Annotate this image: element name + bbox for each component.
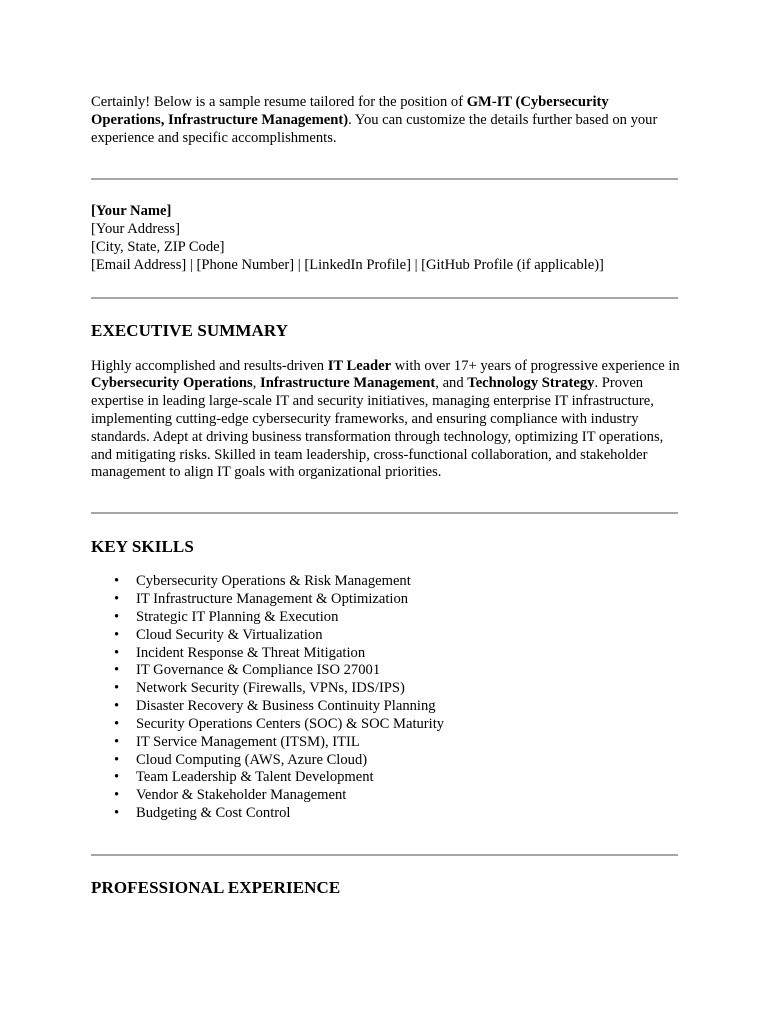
skill-label: Cloud Computing (AWS, Azure Cloud) [136, 751, 368, 768]
summary-bold: Cybersecurity Operations [91, 375, 253, 392]
list-item [91, 734, 681, 752]
bullet-icon: • [114, 715, 120, 732]
key-skills-list [91, 573, 681, 823]
contact-address: [Your Address] [91, 221, 180, 238]
summary-text: , and [435, 375, 468, 392]
list-item [91, 609, 681, 627]
divider [91, 854, 678, 856]
intro-paragraph [91, 94, 681, 147]
list-item [91, 662, 681, 680]
contact-block [91, 203, 681, 274]
list-item [91, 573, 681, 591]
skill-label: Vendor & Stakeholder Management [136, 787, 347, 804]
skill-label: Budgeting & Cost Control [136, 805, 291, 822]
bullet-icon: • [114, 698, 120, 715]
summary-text: Highly accomplished and results-driven [91, 357, 328, 374]
bullet-icon: • [114, 608, 120, 625]
bullet-icon: • [114, 626, 120, 643]
bullet-icon: • [114, 787, 120, 804]
skill-label: Team Leadership & Talent Development [136, 769, 374, 786]
bullet-icon: • [114, 573, 120, 590]
key-skills-heading: KEY SKILLS [91, 537, 194, 557]
list-item [91, 805, 681, 823]
contact-links: [Email Address] | [Phone Number] | [LinkedIn Profile] | [GitHub Profile (if applicable)] [91, 256, 604, 273]
summary-bold: Technology Strategy [467, 375, 595, 392]
list-item [91, 752, 681, 770]
bullet-icon: • [114, 662, 120, 679]
skill-label: Strategic IT Planning & Execution [136, 608, 339, 625]
list-item [91, 716, 681, 734]
bullet-icon: • [114, 805, 120, 822]
skill-label: IT Governance & Compliance ISO 27001 [136, 662, 381, 679]
list-item [91, 645, 681, 663]
list-item [91, 627, 681, 645]
summary-bold: IT Leader [327, 357, 392, 374]
skill-label: IT Infrastructure Management & Optimization [136, 591, 409, 607]
list-item [91, 769, 681, 787]
list-item [91, 698, 681, 716]
list-item [91, 680, 681, 698]
contact-name-text: [Your Name] [91, 203, 172, 220]
summary-bold: Infrastructure Management [260, 375, 436, 392]
contact-city: [City, State, ZIP Code] [91, 238, 225, 255]
bullet-icon: • [114, 680, 120, 697]
list-item [91, 591, 681, 609]
professional-experience-heading: PROFESSIONAL EXPERIENCE [91, 877, 341, 897]
skill-label: Incident Response & Threat Mitigation [136, 644, 366, 661]
bullet-icon: • [114, 751, 120, 768]
intro-text-1: Certainly! Below is a sample resume tailored for the position of [91, 94, 467, 110]
summary-text: with over 17+ years of progressive experience in [391, 357, 680, 374]
executive-summary-heading: EXECUTIVE SUMMARY [91, 320, 289, 340]
executive-summary-text [91, 358, 681, 483]
contact-name [91, 203, 681, 221]
skill-label: IT Service Management (ITSM), ITIL [136, 733, 360, 750]
bullet-icon: • [114, 733, 120, 750]
skill-label: Security Operations Centers (SOC) & SOC Maturity [136, 715, 445, 732]
list-item [91, 787, 681, 805]
skill-label: Disaster Recovery & Business Continuity Planning [136, 698, 436, 715]
intro-text-2: . You can customize the details further based on your experience and specific accomplishments. [91, 111, 658, 146]
skill-label: Network Security (Firewalls, VPNs, IDS/IPS) [136, 680, 405, 697]
divider [91, 512, 678, 514]
skill-label: Cloud Security & Virtualization [136, 626, 323, 643]
summary-text: . Proven expertise in leading large-scale IT and security initiatives, managing enterprise IT infrastructure, implementing cutting-edge cybersecurity frameworks, and ensuring compliance with industry standards. Adept at driving business transformation through technology, optimizing IT operations, and mitigating risks. Skilled in team leadership, cross-functional collaboration, and stakeholder management to align IT goals with organizational priorities. [91, 375, 664, 481]
divider [91, 178, 678, 180]
bullet-icon: • [114, 769, 120, 786]
resume-document [91, 94, 681, 898]
skill-label: Cybersecurity Operations & Risk Management [136, 573, 411, 590]
summary-text: , [252, 375, 261, 392]
bullet-icon: • [114, 644, 120, 661]
bullet-icon: • [114, 591, 120, 607]
intro-position: GM-IT (Cybersecurity Operations, Infrastructure Management) [91, 94, 609, 128]
divider [91, 297, 678, 299]
